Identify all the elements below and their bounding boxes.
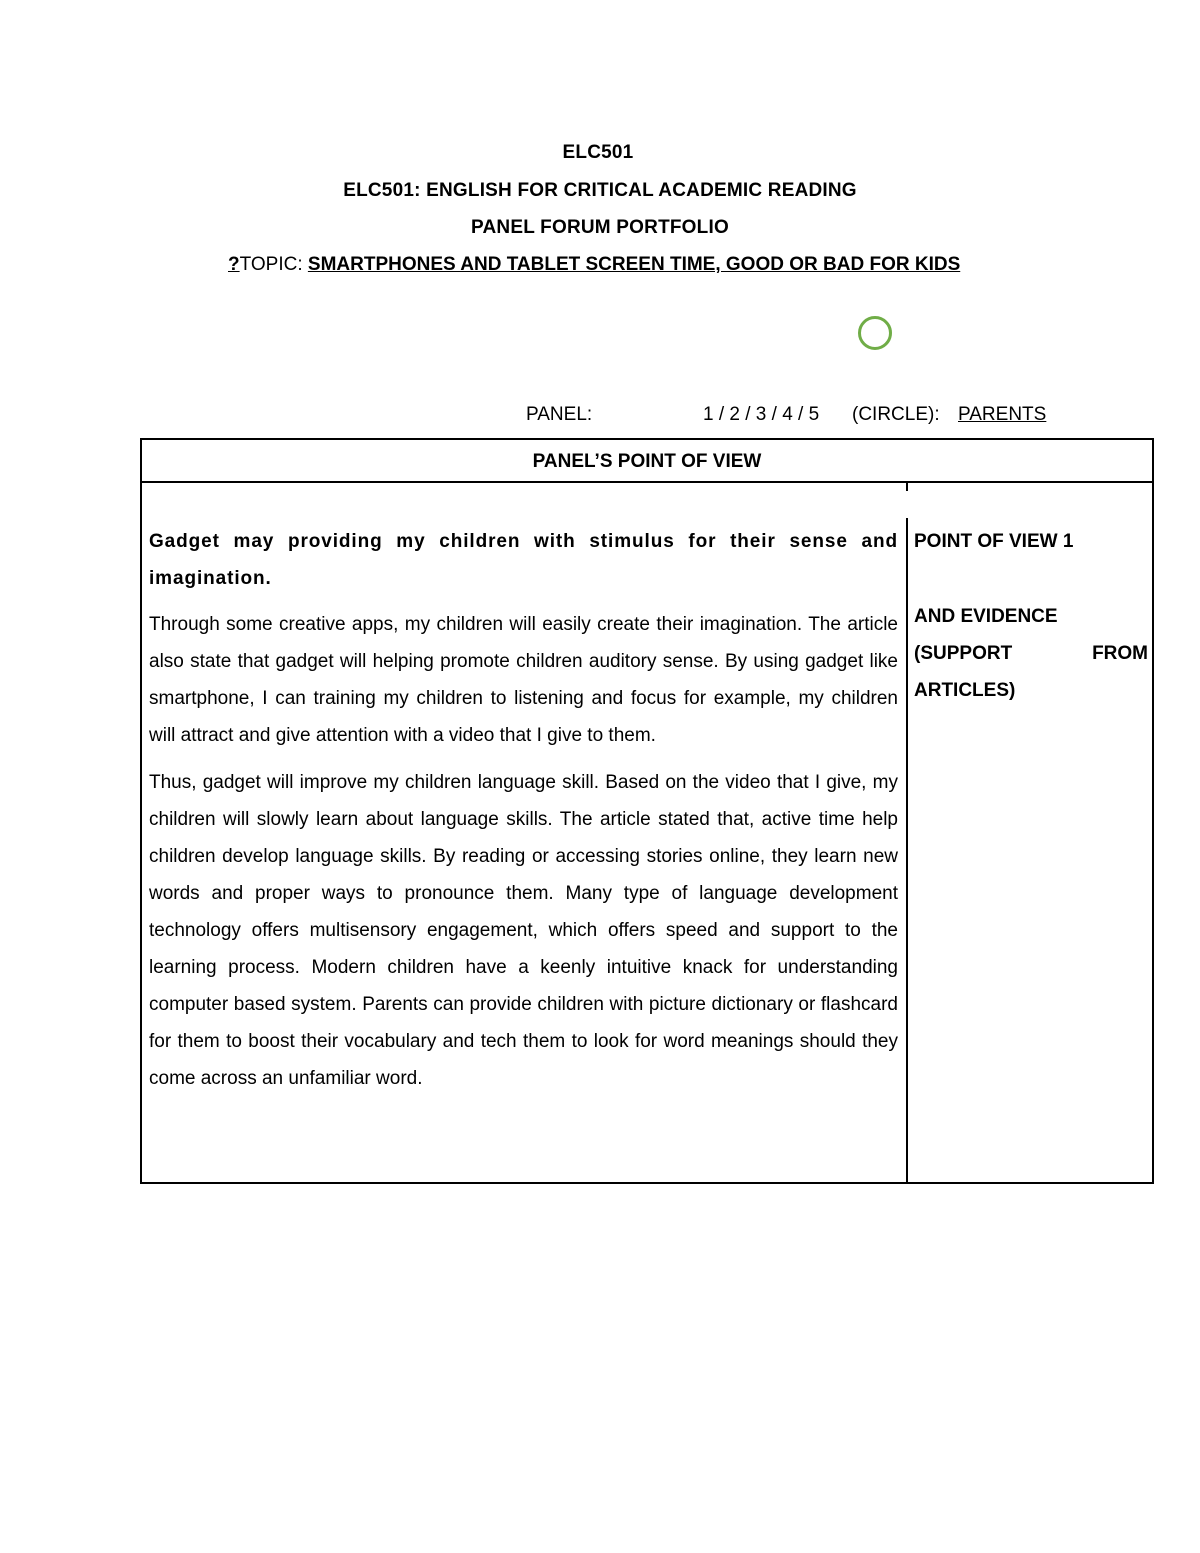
- point-of-view-label: POINT OF VIEW 1: [914, 531, 1074, 552]
- course-title: ELC501: ENGLISH FOR CRITICAL ACADEMIC READING: [343, 180, 857, 201]
- argument-heading: Gadget may providing my children with stimulus for their sense and imagination.: [149, 531, 898, 589]
- panel-numbers: 1 / 2 / 3 / 4 / 5: [703, 404, 820, 425]
- articles-label: ARTICLES): [914, 680, 1016, 701]
- panel-value: PARENTS: [958, 404, 1047, 425]
- portfolio-title: PANEL FORUM PORTFOLIO: [471, 217, 729, 238]
- support-label: (SUPPORT: [914, 643, 1013, 664]
- evidence-label: AND EVIDENCE: [914, 606, 1058, 627]
- circle-mark-icon: [858, 316, 892, 350]
- argument-paragraph-2: Thus, gadget will improve my children language skill. Based on the video that I give, my children will slowly learn about language skills. The article stated that, active time help children develop language skills. By reading or accessing stories online, they learn new words and proper ways to pronounce them. Many type of language development technology offers multisensory engagement, which offers speed and support to the learning process. Modern children have a keenly intuitive knack for understanding computer based system. Parents can provide children with picture dictionary or flashcard for them to boost their vocabulary and tech them to look for word meanings should they come across an unfamiliar word.: [149, 772, 898, 1089]
- point-of-view-label-cell: [914, 523, 1148, 709]
- point-of-view-table: [140, 438, 1154, 1184]
- argument-paragraph-1: Through some creative apps, my children will easily create their imagination. The article also state that gadget will helping promote children auditory sense. By using gadget like smartphone, I can training my children to listening and focus for example, my children will attract and give attention with a video that I give to them.: [149, 614, 898, 746]
- topic-label: TOPIC:: [239, 254, 308, 275]
- topic-value: SMARTPHONES AND TABLET SCREEN TIME, GOOD OR BAD FOR KIDS: [307, 254, 961, 275]
- spacer: [914, 560, 1148, 598]
- column-divider-tick: [906, 483, 908, 491]
- argument-cell: [149, 523, 898, 1107]
- column-divider: [906, 518, 908, 1182]
- panel-label: PANEL:: [526, 404, 593, 425]
- topic-prefix-mark: ?: [228, 254, 240, 275]
- panel-circle-label: (CIRCLE):: [852, 404, 940, 425]
- table-header: PANEL’S POINT OF VIEW: [142, 440, 1152, 483]
- course-code: ELC501: [562, 142, 634, 163]
- topic-line: [228, 254, 960, 276]
- from-label: FROM: [1092, 643, 1148, 664]
- support-line: [914, 635, 1148, 672]
